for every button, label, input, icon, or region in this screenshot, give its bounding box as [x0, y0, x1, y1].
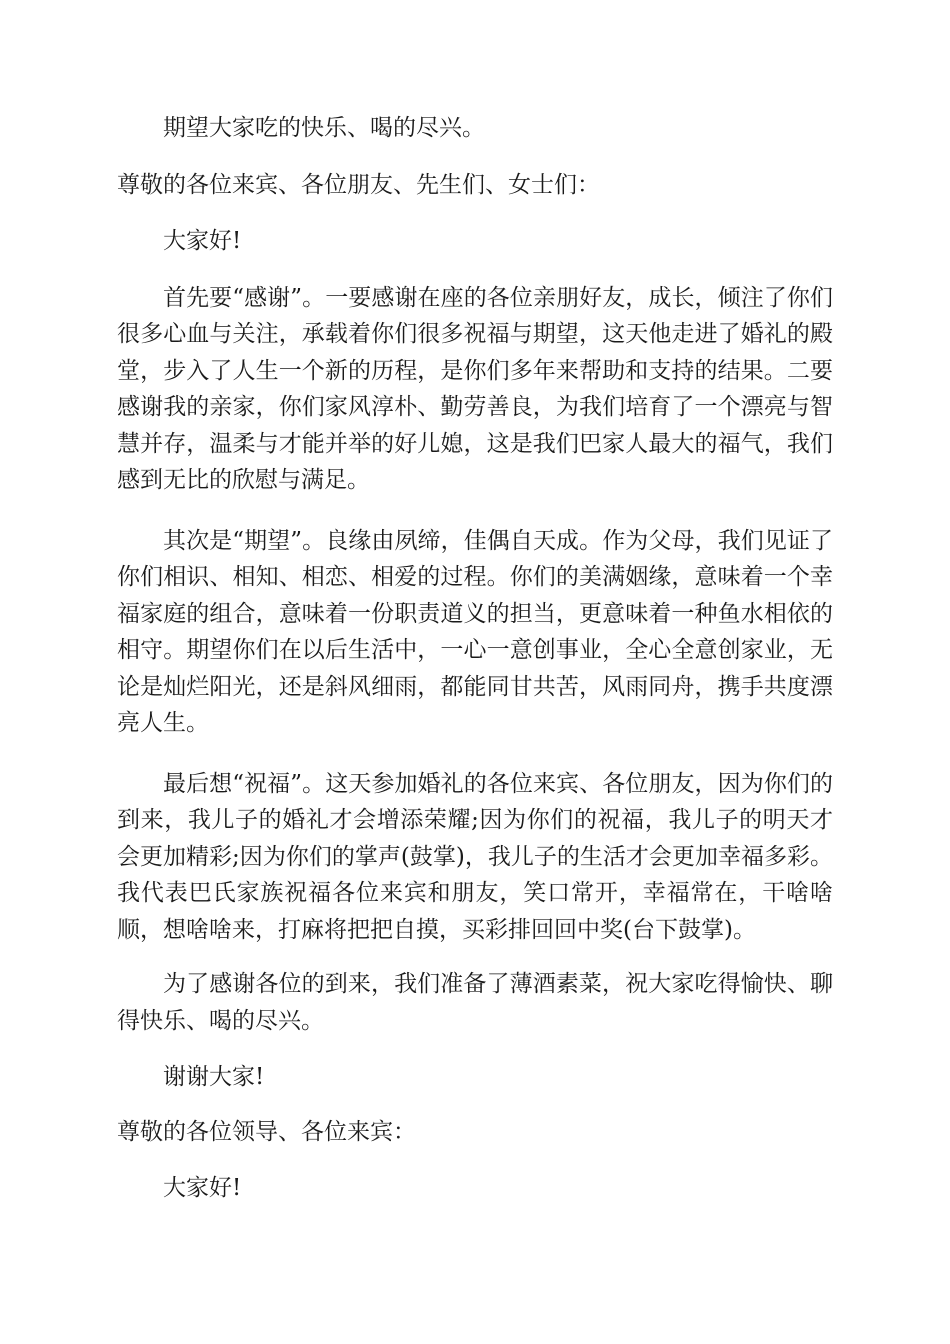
greeting-second: 大家好!: [163, 1175, 242, 1201]
paragraph-invitation: 为了感谢各位的到来，我们准备了薄酒素菜，祝大家吃得愉快、聊得快乐、喝的尽兴。: [117, 971, 833, 1034]
paragraph-thanks: 首先要“感谢”。一要感谢在座的各位亲朋好友，成长，倾注了你们很多心血与关注，承载着你们很多祝福与期望，这天他走进了婚礼的殿堂，步入了人生一个新的历程，是你们多年来帮助和支持的结果。二要感谢我的亲家，你们家风淳朴、勤劳善良，为我们培育了一个漂亮与智慧并存，温柔与才能并举的好儿媳，这是我们巴家人最大的福气，我们感到无比的欣慰与满足。: [117, 284, 833, 493]
greeting: 大家好!: [163, 228, 242, 254]
paragraph-closing-wish: 期望大家吃的快乐、喝的尽兴。: [163, 115, 485, 141]
salutation-guests: 尊敬的各位来宾、各位朋友、先生们、女士们：: [117, 171, 600, 198]
paragraph-blessings: 最后想“祝福”。这天参加婚礼的各位来宾、各位朋友，因为你们的到来，我儿子的婚礼才会增添荣耀;因为你们的祝福，我儿子的明天才会更加精彩;因为你们的掌声(鼓掌)，我儿子的生活才会更加幸福多彩。我代表巴氏家族祝福各位来宾和朋友，笑口常开，幸福常在，干啥啥顺，想啥啥来，打麻将把把自摸，买彩排回回中奖(台下鼓掌)。: [117, 770, 833, 943]
document-body: [117, 110, 833, 1207]
thanks-line: 谢谢大家!: [163, 1064, 265, 1090]
salutation-leaders: 尊敬的各位领导、各位来宾：: [117, 1118, 416, 1145]
paragraph-hopes: 其次是“期望”。良缘由夙缔，佳偶自天成。作为父母，我们见证了你们相识、相知、相恋、相爱的过程。你们的美满姻缘，意味着一个幸福家庭的组合，意味着一份职责道义的担当，更意味着一种鱼水相依的相守。期望你们在以后生活中，一心一意创事业，全心全意创家业，无论是灿烂阳光，还是斜风细雨，都能同甘共苦，风雨同舟，携手共度漂亮人生。: [117, 527, 833, 736]
